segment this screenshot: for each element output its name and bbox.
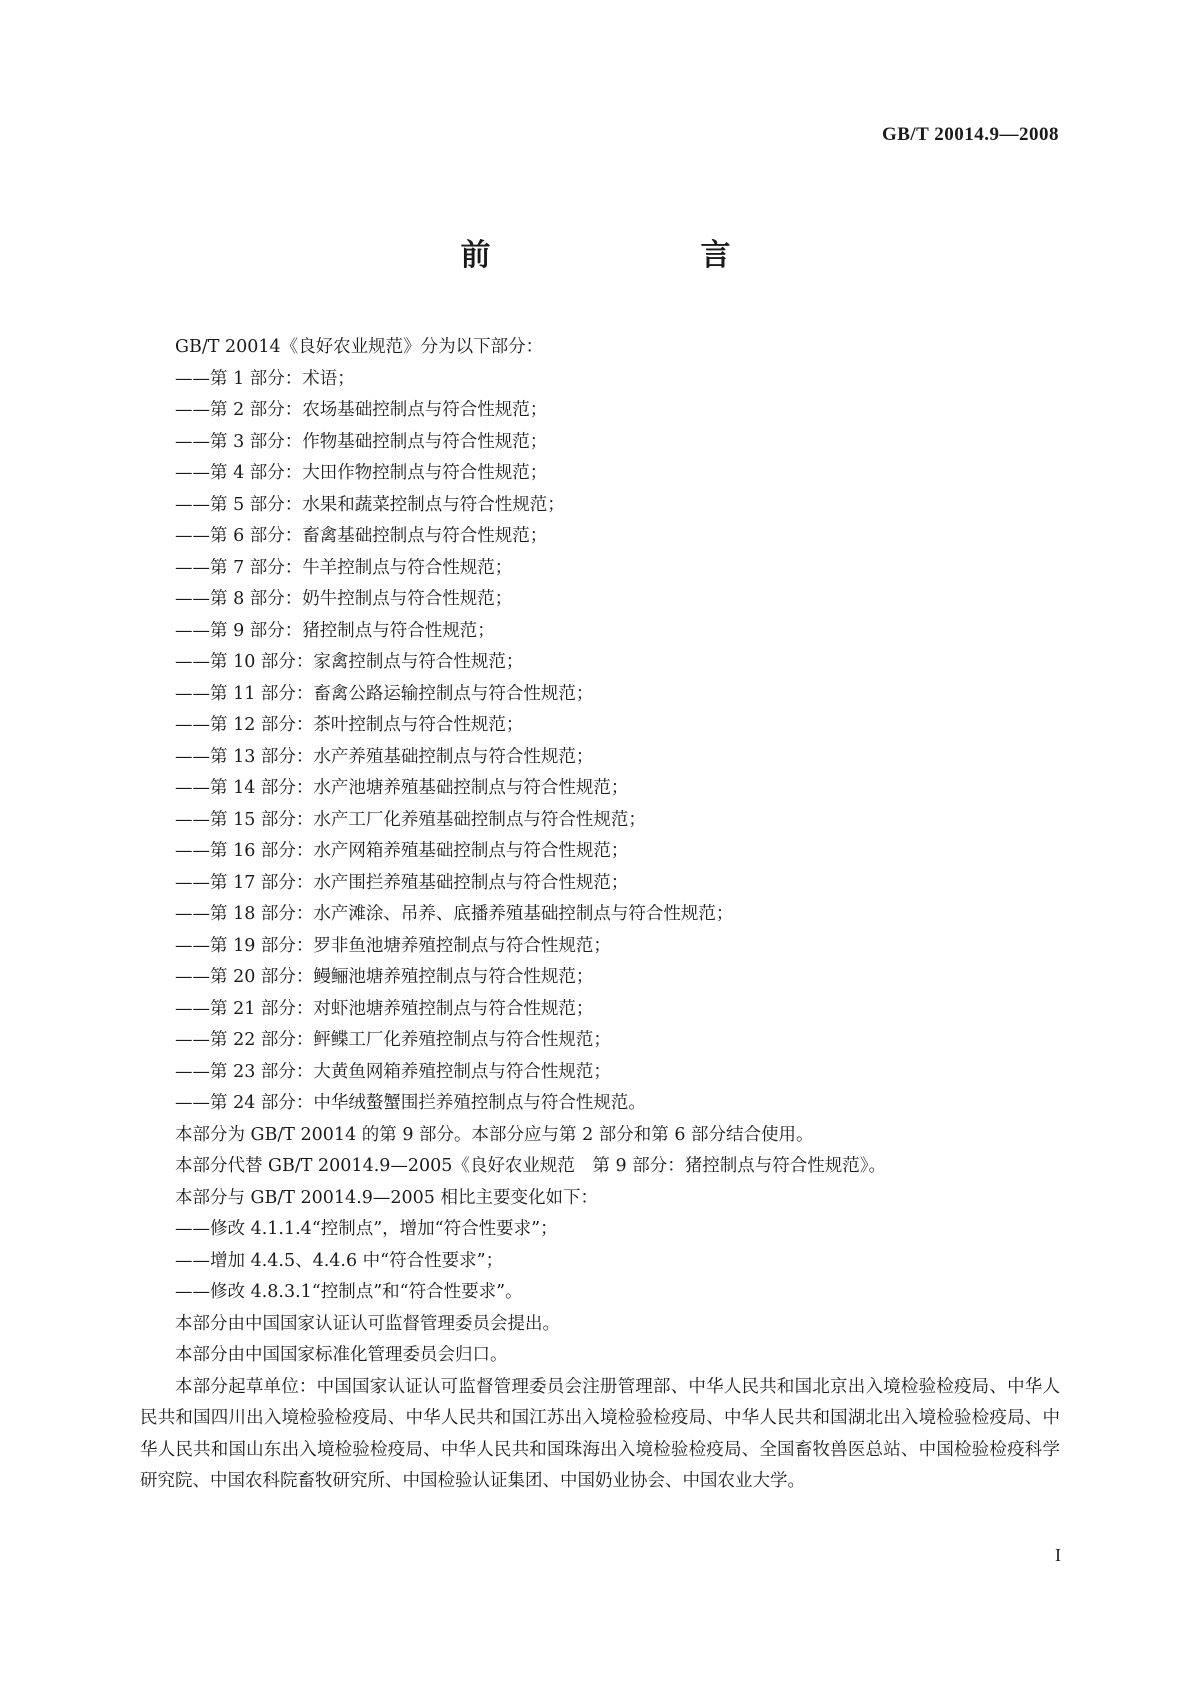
- part-list-item: ——第 15 部分：水产工厂化养殖基础控制点与符合性规范；: [175, 809, 646, 830]
- part-list-item: ——第 16 部分：水产网箱养殖基础控制点与符合性规范；: [175, 841, 629, 861]
- part-list-item: ——第 9 部分：猪控制点与符合性规范；: [175, 620, 495, 641]
- change-list-item: ——修改 4.8.3.1“控制点”和“符合性要求”。: [175, 1282, 523, 1302]
- statement-part: 本部分为 GB/T 20014 的第 9 部分。本部分应与第 2 部分和第 6 部分结合使用。: [175, 1124, 814, 1145]
- part-list-item: ——第 1 部分：术语；: [175, 368, 355, 389]
- part-list-item: ——第 6 部分：畜禽基础控制点与符合性规范；: [175, 526, 548, 546]
- part-list-item: ——第 17 部分：水产围拦养殖基础控制点与符合性规范；: [175, 872, 629, 893]
- part-list-item: ——第 10 部分：家禽控制点与符合性规范；: [175, 652, 524, 672]
- drafting-units: 本部分起草单位：中国国家认证认可监督管理委员会注册管理部、中华人民共和国北京出入境检验检疫局、中华人民共和国四川出入境检验检疫局、中华人民共和国江苏出入境检验检疫局、中华人民共和国湖北出入境检验检疫局、中华人民共和国山东出入境检验检疫局、中华人民共和国珠海出入境检验检疫局、全国畜牧兽医总站、中国检验检疫科学研究院、中国农科院畜牧研究所、中国检验认证集团、中国奶业协会、中国农业大学。: [140, 1376, 1060, 1491]
- part-list-item: ——第 19 部分：罗非鱼池塘养殖控制点与符合性规范；: [175, 935, 611, 956]
- standard-code: GB/T 20014.9—2008: [881, 124, 1059, 145]
- part-list-item: ——第 5 部分：水果和蔬菜控制点与符合性规范；: [175, 494, 565, 515]
- part-list-item: ——第 22 部分：鲆鲽工厂化养殖控制点与符合性规范；: [175, 1030, 611, 1050]
- part-list-item: ——第 23 部分：大黄鱼网箱养殖控制点与符合性规范；: [175, 1061, 611, 1082]
- statement-replace: 本部分代替 GB/T 20014.9—2005《良好农业规范 第 9 部分：猪控制点与符合性规范》。: [175, 1156, 886, 1176]
- parts-list: [140, 364, 1060, 1120]
- page-title: 前 言: [460, 238, 781, 273]
- part-list-item: ——第 12 部分：茶叶控制点与符合性规范；: [175, 715, 524, 735]
- centralized-by: 本部分由中国国家标准化管理委员会归口。: [175, 1345, 508, 1365]
- proposed-by: 本部分由中国国家认证认可监督管理委员会提出。: [175, 1313, 560, 1334]
- part-list-item: ——第 3 部分：作物基础控制点与符合性规范；: [175, 431, 548, 452]
- part-list-item: ——第 7 部分：牛羊控制点与符合性规范；: [175, 557, 513, 578]
- part-list-item: ——第 2 部分：农场基础控制点与符合性规范；: [175, 400, 548, 420]
- part-list-item: ——第 4 部分：大田作物控制点与符合性规范；: [175, 463, 548, 483]
- part-list-item: ——第 11 部分：畜禽公路运输控制点与符合性规范；: [175, 683, 594, 704]
- change-list-item: ——修改 4.1.1.4“控制点”，增加“符合性要求”；: [175, 1219, 558, 1239]
- changes-list: [140, 1214, 1060, 1309]
- part-list-item: ——第 24 部分：中华绒螯蟹围拦养殖控制点与符合性规范。: [175, 1093, 646, 1113]
- part-list-item: ——第 8 部分：奶牛控制点与符合性规范；: [175, 589, 513, 609]
- part-list-item: ——第 13 部分：水产养殖基础控制点与符合性规范；: [175, 746, 594, 767]
- part-list-item: ——第 18 部分：水产滩涂、吊养、底播养殖基础控制点与符合性规范；: [175, 904, 734, 924]
- intro-line: GB/T 20014《良好农业规范》分为以下部分：: [175, 337, 544, 357]
- document-body: [140, 332, 1060, 1498]
- change-list-item: ——增加 4.4.5、4.4.6 中“符合性要求”；: [175, 1250, 504, 1271]
- part-list-item: ——第 20 部分：鳗鲡池塘养殖控制点与符合性规范；: [175, 967, 594, 987]
- page-number: I: [1055, 1545, 1061, 1565]
- part-list-item: ——第 21 部分：对虾池塘养殖控制点与符合性规范；: [175, 998, 594, 1019]
- part-list-item: ——第 14 部分：水产池塘养殖基础控制点与符合性规范；: [175, 778, 629, 798]
- changes-intro: 本部分与 GB/T 20014.9—2005 相比主要变化如下：: [175, 1187, 598, 1208]
